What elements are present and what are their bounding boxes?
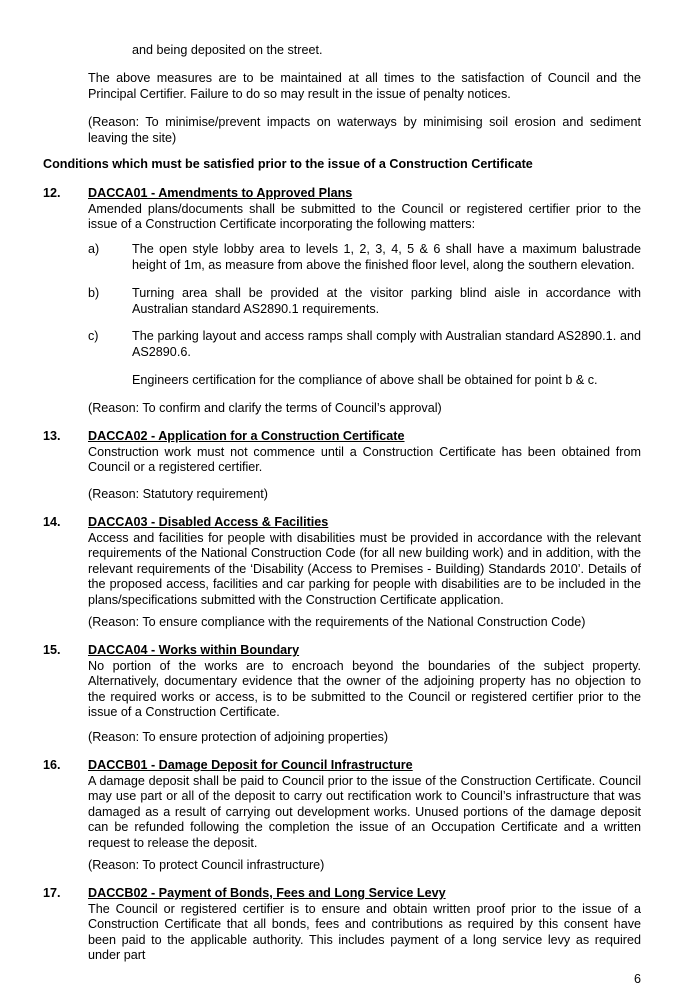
item-text-c: The parking layout and access ramps shall comply with Australian standard AS2890.1. and AS2890.6. [132,329,641,359]
condition-title: DACCA03 - Disabled Access & Facilities [88,515,329,529]
continuation-text: and being deposited on the street. [132,43,323,57]
condition-16 [88,758,641,851]
condition-title: DACCA04 - Works within Boundary [88,643,300,657]
condition-body: Construction work must not commence until a Construction Certificate has been obtained from Council or a registered certifier. [88,444,641,474]
condition-reason: (Reason: To protect Council infrastructure) [88,858,325,872]
condition-13 [88,429,641,476]
condition-title: DACCB01 - Damage Deposit for Council Infrastructure [88,758,413,772]
condition-number-13: 13. [43,429,61,443]
maintain-text: The above measures are to be maintained at all times to the satisfaction of Council and the Principal Certifier. Failure to do so may result in the issue of penalty notices. [88,71,641,101]
section-heading: Conditions which must be satisfied prior to the issue of a Construction Certificate [43,157,533,171]
condition-body: Access and facilities for people with disabilities must be provided in accordance with the relevant requirements of the National Construction Code (for all new building work) and in addition, with the relevant requirements of the ‘Disability (Access to Premises - Building) Standards 2010’. Details of the proposed access, facilities and car parking for people with disabilities are to be included in the plans/specifications submitted with the Construction Certificate application. [88,530,641,607]
condition-title: DACCA01 - Amendments to Approved Plans [88,186,353,200]
condition-15 [88,643,641,721]
condition-reason: (Reason: To ensure compliance with the requirements of the National Construction Code) [88,615,586,629]
item-text-b: Turning area shall be provided at the visitor parking blind aisle in accordance with Australian standard AS2890.1 requirements. [132,286,641,316]
condition-17 [88,886,641,964]
page-number: 6 [633,972,641,986]
condition-14 [88,515,641,608]
condition-reason: (Reason: To ensure protection of adjoining properties) [88,730,389,744]
condition-title: DACCA02 - Application for a Construction Certificate [88,429,405,443]
top-reason: (Reason: To minimise/prevent impacts on waterways by minimising soil erosion and sediment leaving the site) [88,115,641,145]
item-text-a: The open style lobby area to levels 1, 2, 3, 4, 5 & 6 shall have a maximum balustrade height of 1m, as measure from above the finished floor level, along the southern elevation. [132,242,641,272]
condition-number-17: 17. [43,886,61,900]
condition-body: No portion of the works are to encroach beyond the boundaries of the subject property. Alternatively, documentary evidence that the owner of the adjoining property has no objection to the required works or access, is to be submitted to the Council or registered certifier prior to the issue of a Construction Certificate. [88,658,641,719]
condition-number-15: 15. [43,643,61,657]
condition-title: DACCB02 - Payment of Bonds, Fees and Long Service Levy [88,886,446,900]
condition-12 [88,186,641,233]
condition-body: Amended plans/documents shall be submitted to the Council or registered certifier prior to the issue of a Construction Certificate incorporating the following matters: [88,201,641,231]
item-letter-c: c) [88,329,99,343]
condition-body: The Council or registered certifier is to ensure and obtain written proof prior to the issue of a Construction Certificate that all bonds, fees and contributions as required by this consent have been paid to the applicable authority. This includes payment of a long service levy as required under part [88,901,641,962]
condition-number-12: 12. [43,186,61,200]
condition-reason: (Reason: Statutory requirement) [88,487,268,501]
item-letter-a: a) [88,242,100,256]
item-letter-b: b) [88,286,100,300]
condition-body: A damage deposit shall be paid to Council prior to the issue of the Construction Certificate. Council may use part or all of the deposit to carry out rectification work to Council’s infrastructure that was damaged as a result of carrying out development works. Unused portions of the damage deposit can be refunded following the completion the issue of an Occupation Certificate and a written request to release the deposit. [88,773,641,850]
engineers-note: Engineers certification for the compliance of above shall be obtained for point b & c. [132,373,598,387]
condition-number-16: 16. [43,758,61,772]
condition-number-14: 14. [43,515,61,529]
condition-reason: (Reason: To confirm and clarify the terms of Council’s approval) [88,401,442,415]
